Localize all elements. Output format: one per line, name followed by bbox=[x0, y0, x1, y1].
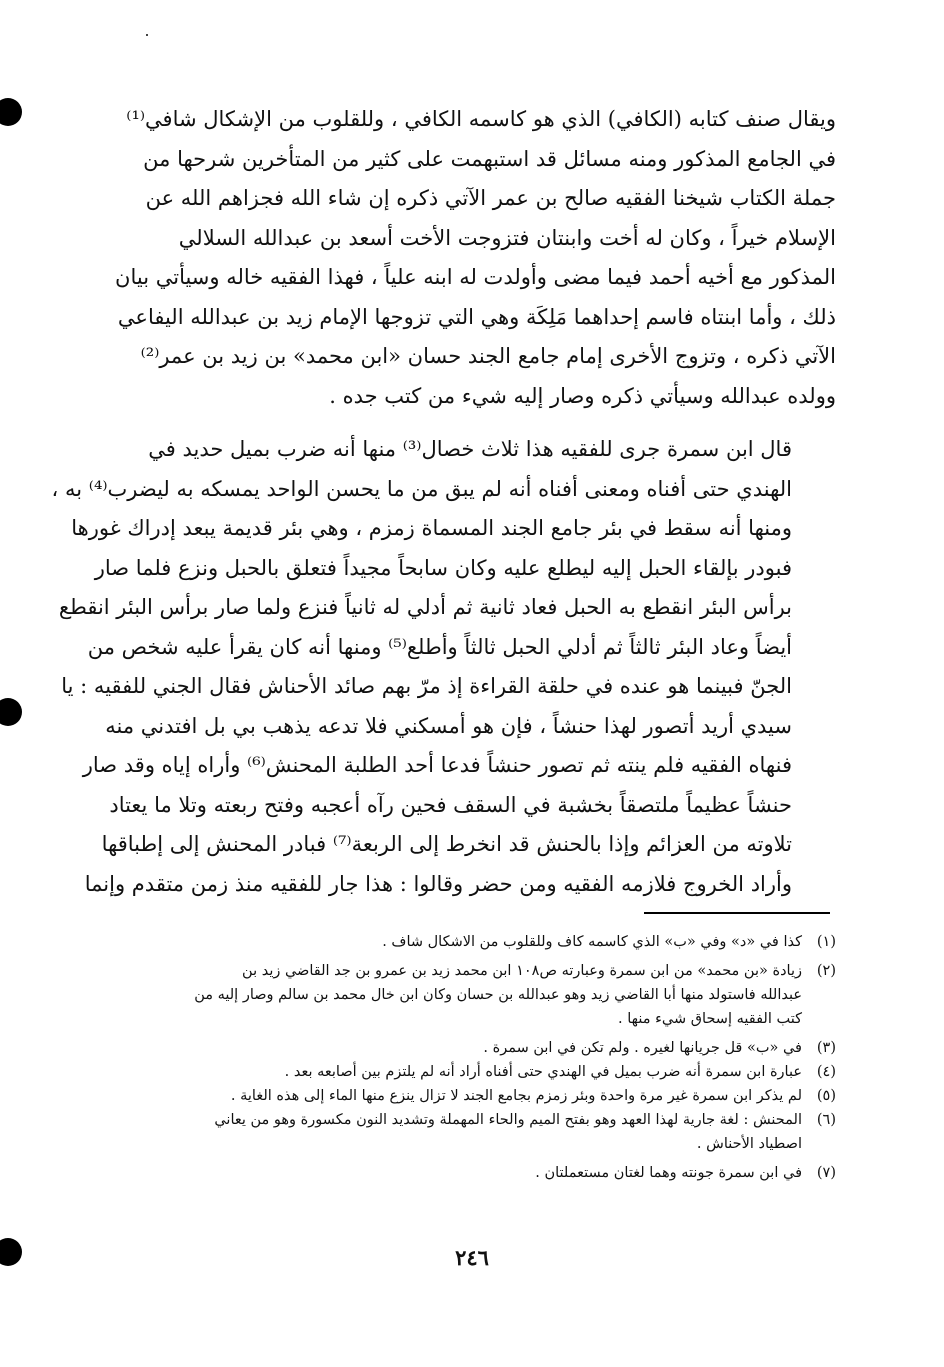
footnote-2 bbox=[110, 959, 836, 1031]
footnote-number: (٣) bbox=[816, 1040, 836, 1056]
text-line: قال ابن سمرة جرى للفقيه هذا ثلاث خصال⁽³⁾ منها أنه ضرب بميل حديد في bbox=[148, 437, 792, 461]
text-line: فبودر بإلقاء الحبل إليه ليطلع عليه وكان سابحاً مجيداً فتعلق بالحبل ونزع فلما صار bbox=[94, 555, 792, 580]
footnote-line: عبدالله فاستولد منها أبا القاضي زيد وهو عبدالله بن حسان وكان ابن خال محمد بن سالم وصار إليه من bbox=[194, 987, 802, 1003]
paragraph-2 bbox=[51, 430, 836, 904]
footnote-text bbox=[110, 959, 802, 1031]
footnote-line: كذا في «د» وفي «ب» الذي كاسمه كاف وللقلوب من الاشكال شاف . bbox=[382, 934, 802, 950]
page-number: ٢٤٦ bbox=[455, 1245, 489, 1270]
footnote-1 bbox=[110, 930, 836, 954]
footnote-text bbox=[110, 1060, 802, 1084]
footnote-number: (٢) bbox=[816, 963, 836, 979]
text-line: برأس البئر انقطع به الحبل فعاد ثانية ثم أدلي له ثانياً فنزع ولما صار برأس البئر انقطع bbox=[58, 595, 792, 619]
text-line: ومنها أنه سقط في بئر جامع الجند المسماة زمزم ، وهي بئر قديمة يبعد إدراك غورها bbox=[71, 516, 792, 540]
text-line: حنشاً عظيماً ملتصقاً بخشبة في السقف فحين رآه أعجبه وفتح ربعته وتلا ما يعتاد bbox=[109, 792, 792, 817]
footnote-line: كتب الفقيه إسحاق شيء منها . bbox=[618, 1011, 802, 1027]
footnote-separator bbox=[644, 912, 830, 914]
footnote-text bbox=[110, 1108, 802, 1156]
footnote-line: في ابن سمرة جونته وهما لغتان مستعملتان . bbox=[535, 1165, 802, 1181]
footnote-line: عبارة ابن سمرة أنه ضرب بميل في الهندي حتى أفناه أراد أنه لم يلتزم بين أصابعه بعد . bbox=[284, 1064, 802, 1080]
footnote-6 bbox=[110, 1108, 836, 1156]
footnote-number: (١) bbox=[816, 934, 836, 950]
footnote-number: (٦) bbox=[816, 1112, 836, 1128]
text-line: فنهاه الفقيه فلم ينته ثم تصور حنشاً فدعا أحد الطلبة المحنش⁽⁶⁾ وأراه إياه وقد صار bbox=[82, 753, 792, 777]
text-line: الآتي ذكره ، وتزوج الأخرى إمام جامع الجند حسان «ابن محمد» بن زيد بن عمر⁽²⁾ bbox=[140, 344, 836, 368]
footnote-line: زيادة «بن محمد» من ابن سمرة وعبارته ص١٠٨ ابن محمد زيد بن عمرو بن جد القاضي زيد بن bbox=[242, 963, 802, 979]
scan-punch-hole bbox=[0, 698, 22, 726]
footnotes bbox=[110, 930, 836, 1185]
scan-punch-hole bbox=[0, 98, 22, 126]
text-line: الجنّ فبينما هو عنده في حلقة القراءة إذ مرّ بهم صائد الأحناش فقال الجني للفقيه : يا bbox=[61, 674, 792, 698]
text-line: وولده عبدالله وسيأتي ذكره وصار إليه شيء من كتب جده . bbox=[329, 383, 836, 408]
main-text bbox=[51, 100, 836, 904]
text-line: سيدي أريد أتصور لهذا حنشاً ، فإن هو أمسكني فلا تدعه يذهب بي بل افتدني منه bbox=[105, 713, 792, 738]
footnote-5 bbox=[110, 1084, 836, 1108]
text-line: الهندي حتى أفناه ومعنى أفناه أنه لم يبق من ما يحسن الواحد يمسكه به ليضرب⁽⁴⁾ به ، bbox=[51, 476, 792, 501]
text-line: جملة الكتاب شيخنا الفقيه صالح بن عمر الآتي ذكره إن شاء الله فجزاهم الله عن bbox=[145, 186, 836, 210]
text-line: ويقال صنف كتابه (الكافي) الذي هو كاسمه الكافي ، وللقلوب من الإشكال شافي⁽¹⁾ bbox=[126, 107, 836, 131]
footnote-number: (٥) bbox=[816, 1088, 836, 1104]
footnote-line: اصطياد الأحناش . bbox=[696, 1136, 802, 1152]
paragraph-1 bbox=[96, 100, 836, 416]
footnote-3 bbox=[110, 1036, 836, 1060]
text-line: المذكور مع أخيه أحمد فيما مضى وأولدت له ابنه علياً ، فهذا الفقيه خاله وسيأتي بيان bbox=[115, 265, 836, 289]
footnote-line: في «ب» قل جريانها لغيره . ولم تكن في ابن سمرة . bbox=[483, 1040, 802, 1056]
text-line: ذلك ، وأما ابنتاه فاسم إحداهما مَلِكَة وهي التي تزوجها الإمام زيد بن عبدالله اليفاعي bbox=[117, 304, 836, 329]
footnote-text bbox=[110, 930, 802, 954]
footnote-text bbox=[110, 1036, 802, 1060]
footnote-line: المحنش : لغة جارية لهذا العهد وهو بفتح الميم والحاء المهملة وتشديد النون مكسورة وهو من يعاني bbox=[214, 1112, 802, 1128]
scan-speck bbox=[146, 34, 148, 36]
footnote-4 bbox=[110, 1060, 836, 1084]
footnote-text bbox=[110, 1161, 802, 1185]
text-line: أيضاً وعاد البئر ثالثاً ثم أدلي الحبل ثالثاً وأطلع⁽⁵⁾ ومنها أنه كان يقرأ عليه شخص من bbox=[87, 634, 792, 659]
footnote-text bbox=[110, 1084, 802, 1108]
text-line: الإسلام خيراً ، وكان له أخت وابنتان فتزوجت الأخت أسعد بن عبدالله السلالي bbox=[178, 225, 836, 250]
footnote-7 bbox=[110, 1161, 836, 1185]
footnote-line: لم يذكر ابن سمرة غير مرة واحدة وبئر زمزم بجامع الجند لا تزال ينزع منها الماء إلى هذه الغاية . bbox=[230, 1088, 802, 1104]
text-line: في الجامع المذكور ومنه مسائل قد استبهمت على كثير من المتأخرين شرحها من bbox=[143, 146, 836, 171]
footnote-number: (٧) bbox=[816, 1165, 836, 1181]
footnote-number: (٤) bbox=[816, 1064, 836, 1080]
text-line: وأراد الخروج فلازمه الفقيه ومن حضر وقالوا : هذا جار للفقيه منذ زمن متقدم وإنما bbox=[84, 871, 792, 896]
text-line: تلاوته من العزائم وإذا بالحنش قد انخرط إلى الربعة⁽⁷⁾ فبادر المحنش إلى إطباقها bbox=[101, 832, 792, 856]
